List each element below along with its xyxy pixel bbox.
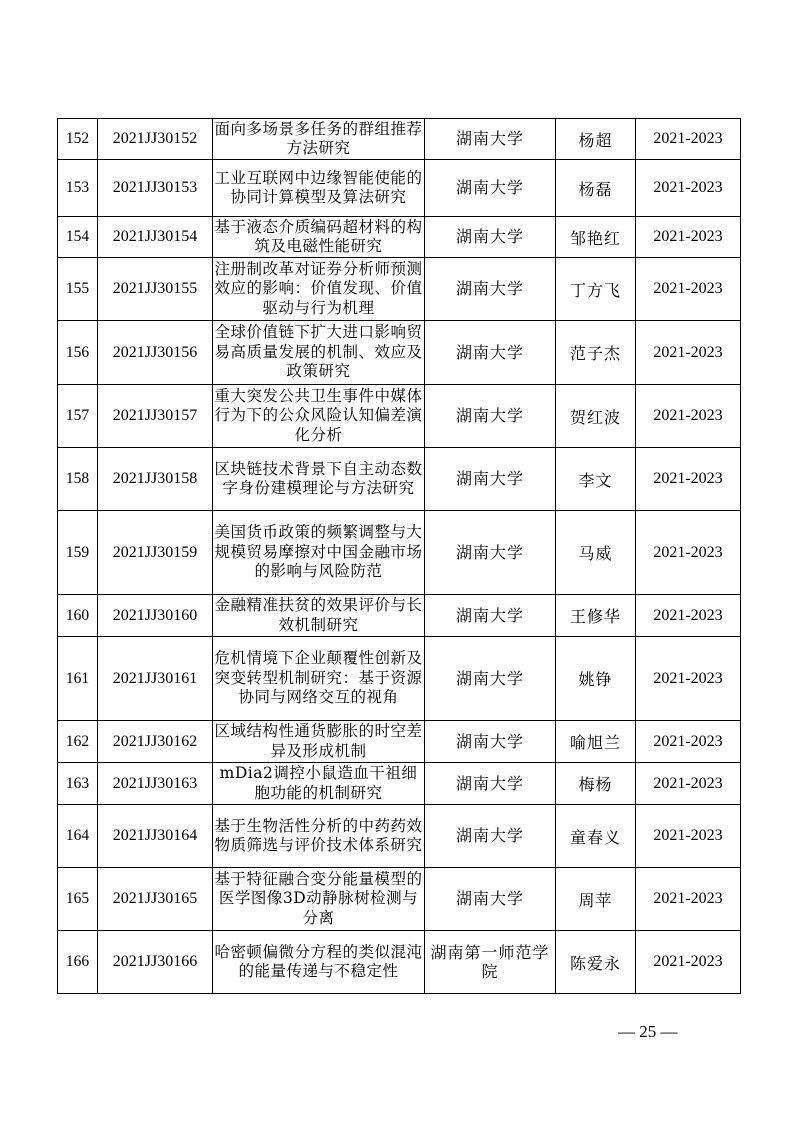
institution: 湖南大学 <box>425 217 556 258</box>
row-number: 155 <box>58 258 98 321</box>
table-row <box>58 258 741 321</box>
project-title: 基于生物活性分析的中药药效物质筛选与评价技术体系研究 <box>213 805 425 868</box>
project-title: 面向多场景多任务的群组推荐方法研究 <box>213 119 425 160</box>
project-title: 哈密顿偏微分方程的类似混沌的能量传递与不稳定性 <box>213 931 425 994</box>
principal-investigator: 喻旭兰 <box>556 721 636 763</box>
table-row <box>58 511 741 595</box>
institution: 湖南大学 <box>425 868 556 931</box>
principal-investigator: 马威 <box>556 511 636 595</box>
row-number: 160 <box>58 595 98 637</box>
table-row <box>58 637 741 721</box>
institution: 湖南大学 <box>425 637 556 721</box>
principal-investigator: 梅杨 <box>556 763 636 805</box>
project-code: 2021JJ30153 <box>98 160 213 217</box>
project-title: 注册制改革对证券分析师预测效应的影响：价值发现、价值驱动与行为机理 <box>213 258 425 321</box>
principal-investigator: 童春义 <box>556 805 636 868</box>
principal-investigator: 陈爱永 <box>556 931 636 994</box>
row-number: 158 <box>58 448 98 511</box>
principal-investigator: 姚铮 <box>556 637 636 721</box>
row-number: 163 <box>58 763 98 805</box>
project-period: 2021-2023 <box>636 321 741 385</box>
principal-investigator: 王修华 <box>556 595 636 637</box>
project-title: 美国货币政策的频繁调整与大规模贸易摩擦对中国金融市场的影响与风险防范 <box>213 511 425 595</box>
project-code: 2021JJ30160 <box>98 595 213 637</box>
project-title: 区域结构性通货膨胀的时空差异及形成机制 <box>213 721 425 763</box>
institution: 湖南大学 <box>425 119 556 160</box>
institution: 湖南大学 <box>425 385 556 448</box>
row-number: 153 <box>58 160 98 217</box>
project-code: 2021JJ30166 <box>98 931 213 994</box>
principal-investigator: 杨超 <box>556 119 636 160</box>
project-period: 2021-2023 <box>636 931 741 994</box>
project-period: 2021-2023 <box>636 721 741 763</box>
institution: 湖南大学 <box>425 595 556 637</box>
project-title: 基于特征融合变分能量模型的医学图像3D动静脉树检测与分离 <box>213 868 425 931</box>
project-code: 2021JJ30155 <box>98 258 213 321</box>
institution: 湖南第一师范学院 <box>425 931 556 994</box>
institution: 湖南大学 <box>425 448 556 511</box>
institution: 湖南大学 <box>425 160 556 217</box>
institution: 湖南大学 <box>425 321 556 385</box>
project-period: 2021-2023 <box>636 258 741 321</box>
table-row <box>58 721 741 763</box>
institution: 湖南大学 <box>425 258 556 321</box>
row-number: 166 <box>58 931 98 994</box>
table-row <box>58 931 741 994</box>
project-title: 金融精准扶贫的效果评价与长效机制研究 <box>213 595 425 637</box>
project-period: 2021-2023 <box>636 805 741 868</box>
project-period: 2021-2023 <box>636 511 741 595</box>
table-row <box>58 217 741 258</box>
principal-investigator: 丁方飞 <box>556 258 636 321</box>
project-period: 2021-2023 <box>636 637 741 721</box>
table-row <box>58 119 741 160</box>
table-row <box>58 805 741 868</box>
institution: 湖南大学 <box>425 511 556 595</box>
table-row <box>58 868 741 931</box>
row-number: 159 <box>58 511 98 595</box>
project-period: 2021-2023 <box>636 160 741 217</box>
principal-investigator: 邹艳红 <box>556 217 636 258</box>
table-row <box>58 385 741 448</box>
institution: 湖南大学 <box>425 721 556 763</box>
project-code: 2021JJ30165 <box>98 868 213 931</box>
row-number: 156 <box>58 321 98 385</box>
table-row <box>58 321 741 385</box>
principal-investigator: 李文 <box>556 448 636 511</box>
project-code: 2021JJ30161 <box>98 637 213 721</box>
project-code: 2021JJ30157 <box>98 385 213 448</box>
project-code: 2021JJ30162 <box>98 721 213 763</box>
project-title: 区块链技术背景下自主动态数字身份建模理论与方法研究 <box>213 448 425 511</box>
project-table-body <box>58 119 741 994</box>
project-title: 重大突发公共卫生事件中媒体行为下的公众风险认知偏差演化分析 <box>213 385 425 448</box>
project-code: 2021JJ30159 <box>98 511 213 595</box>
principal-investigator: 周苹 <box>556 868 636 931</box>
project-code: 2021JJ30158 <box>98 448 213 511</box>
project-code: 2021JJ30154 <box>98 217 213 258</box>
project-title: 全球价值链下扩大进口影响贸易高质量发展的机制、效应及政策研究 <box>213 321 425 385</box>
project-table <box>57 118 741 994</box>
principal-investigator: 范子杰 <box>556 321 636 385</box>
row-number: 162 <box>58 721 98 763</box>
project-code: 2021JJ30152 <box>98 119 213 160</box>
principal-investigator: 贺红波 <box>556 385 636 448</box>
project-title: 工业互联网中边缘智能使能的协同计算模型及算法研究 <box>213 160 425 217</box>
row-number: 164 <box>58 805 98 868</box>
principal-investigator: 杨磊 <box>556 160 636 217</box>
project-code: 2021JJ30164 <box>98 805 213 868</box>
page-number: — 25 — <box>618 1022 678 1041</box>
row-number: 165 <box>58 868 98 931</box>
table-row <box>58 160 741 217</box>
institution: 湖南大学 <box>425 763 556 805</box>
project-title: mDia2调控小鼠造血干祖细胞功能的机制研究 <box>213 763 425 805</box>
table-row <box>58 763 741 805</box>
project-period: 2021-2023 <box>636 595 741 637</box>
project-period: 2021-2023 <box>636 385 741 448</box>
row-number: 157 <box>58 385 98 448</box>
project-period: 2021-2023 <box>636 763 741 805</box>
row-number: 152 <box>58 119 98 160</box>
project-period: 2021-2023 <box>636 868 741 931</box>
project-period: 2021-2023 <box>636 119 741 160</box>
project-code: 2021JJ30156 <box>98 321 213 385</box>
table-row <box>58 595 741 637</box>
project-code: 2021JJ30163 <box>98 763 213 805</box>
row-number: 161 <box>58 637 98 721</box>
institution: 湖南大学 <box>425 805 556 868</box>
project-title: 危机情境下企业颠覆性创新及突变转型机制研究：基于资源协同与网络交互的视角 <box>213 637 425 721</box>
project-period: 2021-2023 <box>636 217 741 258</box>
row-number: 154 <box>58 217 98 258</box>
project-period: 2021-2023 <box>636 448 741 511</box>
project-title: 基于液态介质编码超材料的构筑及电磁性能研究 <box>213 217 425 258</box>
table-row <box>58 448 741 511</box>
